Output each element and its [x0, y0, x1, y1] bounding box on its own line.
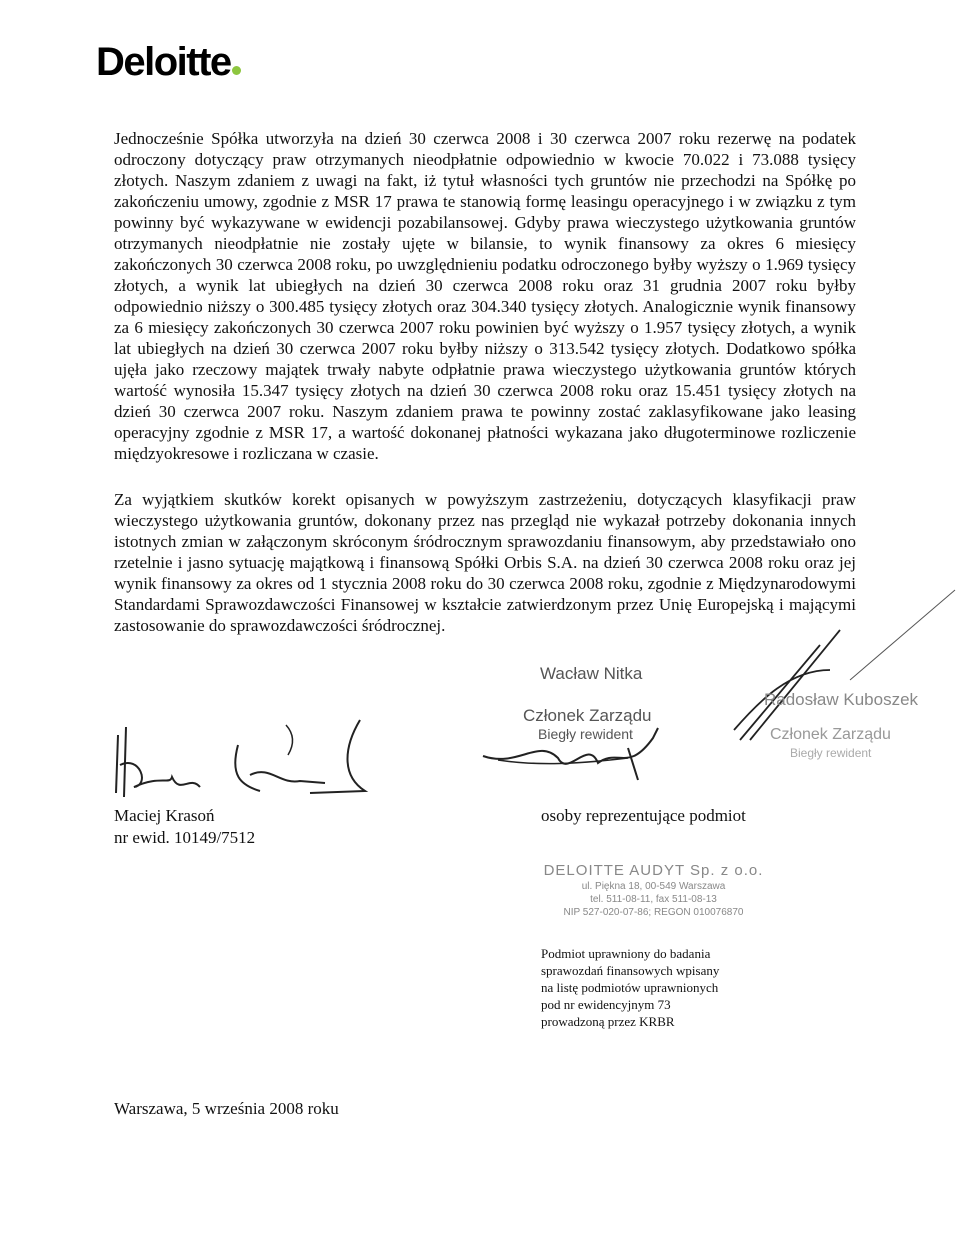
stamp-role-kuboszek: Członek Zarządu — [770, 726, 891, 743]
place-date: Warszawa, 5 września 2008 roku — [114, 1099, 339, 1118]
logo-text: Deloitte — [96, 40, 231, 84]
signer-name: Maciej Krasoń — [114, 806, 215, 825]
stamp-name-nitka: Wacław Nitka — [540, 664, 643, 683]
authorization-line: sprawozdań finansowych wpisany — [541, 963, 720, 978]
company-stamp-phone: tel. 511-08-11, fax 511-08-13 — [590, 894, 717, 905]
logo-dot-icon — [232, 66, 241, 75]
stamp-role2-kuboszek: Biegły rewident — [790, 746, 872, 760]
company-stamp-ids: NIP 527-020-07-86; REGON 010076870 — [563, 907, 744, 918]
stamp-name-kuboszek: Radosław Kuboszek — [764, 690, 919, 709]
authorization-line: Podmiot uprawniony do badania — [541, 946, 711, 961]
signer-registration: nr ewid. 10149/7512 — [114, 828, 256, 847]
stamp-role2-nitka: Biegły rewident — [538, 726, 633, 742]
body-paragraph-2: Za wyjątkiem skutków korekt opisanych w powyższym zastrzeżeniu, dotyczących klasyfikacji praw wieczystego użytkowania gruntów, dokonany przez nas przegląd nie wykazał potrzeby dokonania innych istotnych zmian w załączonym skróconym śródrocznym sprawozdaniu finansowym, aby przedstawiało ono rzetelnie i jasno sytuację majątkową i finansową Spółki Orbis S.A. na dzień 30 czerwca 2008 roku oraz jej wynik finansowy za okres od 1 stycznia 2008 roku do 30 czerwca 2008 roku, zgodnie z Międzynarodowymi Standardami Sprawozdawczości Finansowej w kształcie zatwierdzonym przez Unię Europejską i mającymi zastosowanie do sprawozdawczości śródrocznej. — [114, 490, 856, 635]
authorization-line: prowadzoną przez KRBR — [541, 1014, 675, 1029]
authorization-note — [541, 945, 719, 1030]
company-stamp-name: DELOITTE AUDYT Sp. z o.o. — [543, 862, 764, 879]
deloitte-logo — [96, 40, 241, 85]
authorization-line: pod nr ewidencyjnym 73 — [541, 997, 671, 1012]
authorization-line: na listę podmiotów uprawnionych — [541, 980, 719, 995]
stamp-role-nitka: Członek Zarządu — [523, 706, 652, 725]
left-signer-block — [114, 805, 255, 849]
handwritten-signature-left-icon — [110, 715, 370, 805]
body-paragraph-1: Jednocześnie Spółka utworzyła na dzień 30 czerwca 2008 i 30 czerwca 2007 roku rezerwę na podatek odroczony dotyczący praw otrzymanych nieodpłatnie odpowiednio w kwocie 70.022 i 73.088 tysięcy złotych. Naszym zdaniem z uwagi na fakt, iż tytuł własności tych gruntów nie przechodzi na Spółkę po zakończeniu umowy, zgodnie z MSR 17 prawa te stanowią formę leasingu operacyjnego i w związku z tym powinny być wykazywane w ewidencji pozabilansowej. Gdyby prawa wieczystego użytkowania gruntów otrzymanych nieodpłatnie nie zostały ujęte w bilansie, to wynik finansowy za okres 6 miesięcy zakończonych 30 czerwca 2008 roku, po uwzględnieniu podatku odroczonego byłby wyższy o 1.969 tysięcy złotych, a wynik lat ubiegłych na dzień 30 czerwca 2008 roku oraz 31 grudnia 2007 roku byłby odpowiednio niższy o 300.485 tysięcy złotych oraz 304.340 tysięcy złotych. Analogicznie wynik finansowy za 6 miesięcy zakończonych 30 czerwca 2007 roku powinien być wyższy o 1.957 tysięcy złotych, a wynik lat ubiegłych na dzień 30 czerwca 2007 roku byłby niższy o 313.542 tysięcy złotych. Dodatkowo spółka ujęła jako rzeczowy majątek trwały nabyte odpłatnie prawa wieczystego użytkowania gruntów których wartość wynosiła 15.347 tysięcy złotych na dzień 30 czerwca 2008 roku oraz 15.451 tysięcy złotych na dzień 30 czerwca 2007 roku. Naszym zdaniem prawa te powinny zostać zaklasyfikowane jako leasing operacyjny zgodnie z MSR 17, a wartość dokonanej płatności wykazana jako długoterminowe rozliczenie międzyokresowe i rozliczana w czasie. — [114, 129, 856, 463]
representing-label: osoby reprezentujące podmiot — [541, 806, 746, 825]
company-stamp-address: ul. Piękna 18, 00-549 Warszawa — [581, 881, 726, 892]
company-stamp — [541, 862, 766, 919]
